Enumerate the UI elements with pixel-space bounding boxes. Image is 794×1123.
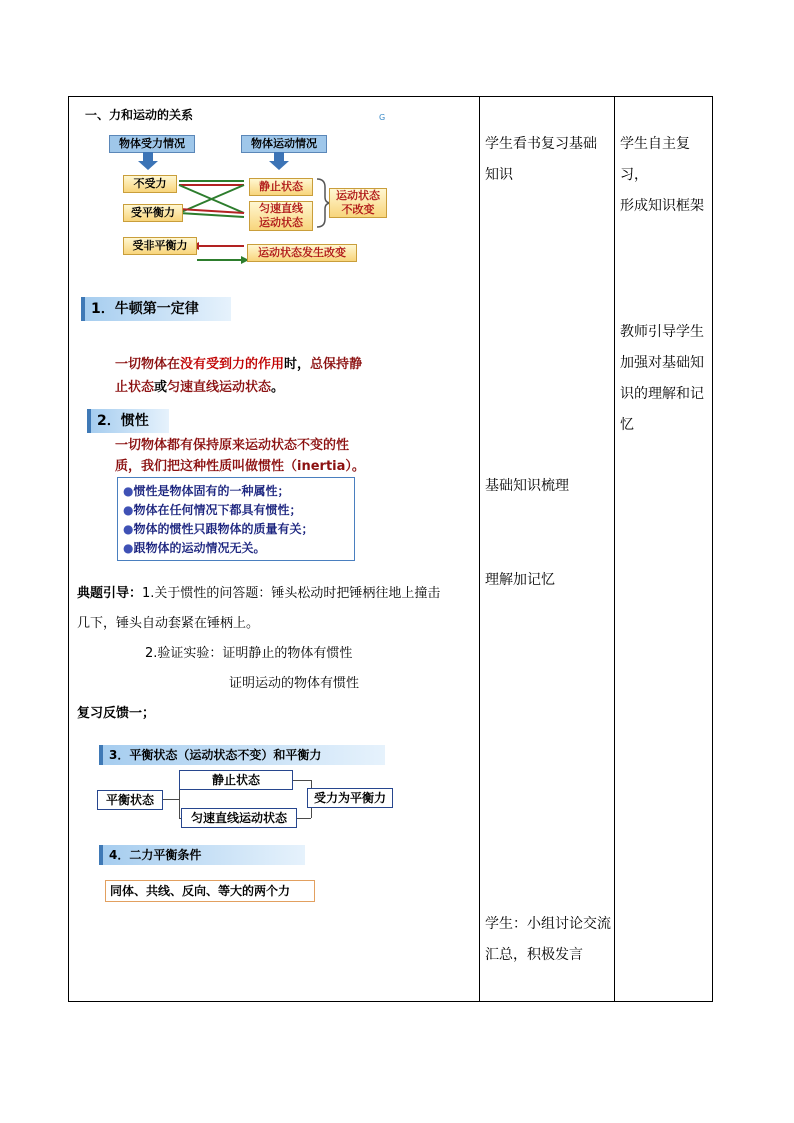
example-1-text-cont: 几下，锤头自动套紧在锤柄上。	[77, 616, 260, 631]
balanced-force-box: 受平衡力	[123, 204, 183, 222]
bullet-text: 跟物体的运动情况无关。	[133, 541, 266, 555]
content-cell	[69, 97, 480, 1002]
newton-law-text	[115, 353, 362, 399]
condition-box: 同体、共线、反向、等大的两个力	[105, 880, 315, 902]
unchanged-box	[329, 188, 387, 218]
uniform-state-box	[249, 201, 313, 231]
bullet-dot-icon: ●	[123, 541, 134, 555]
inertia-def-line: 质，我们把这种性质叫做惯性（inertia）。	[115, 459, 365, 474]
balance-heading: 3．平衡状态（运动状态不变）和平衡力	[99, 745, 385, 765]
rest-state-box: 静止状态	[249, 178, 313, 196]
inertia-bullet	[123, 501, 354, 520]
example-1-text: 1.关于惯性的问答题：锤头松动时把锤柄往地上撞击	[142, 586, 441, 601]
connector	[291, 780, 311, 781]
newton-text-part: 。	[271, 380, 285, 395]
down-arrow-icon	[138, 152, 158, 170]
col3-text-2	[620, 317, 704, 441]
bullet-text: 物体在任何情况下都具有惯性；	[133, 503, 302, 517]
motion-situation-label: 物体运动情况	[241, 135, 327, 153]
section-title: 一、力和运动的关系	[85, 108, 194, 122]
no-force-box: 不受力	[123, 175, 177, 193]
inertia-bullet	[123, 520, 354, 539]
state-changes-box: 运动状态发生改变	[247, 244, 357, 262]
col2-line: 知识	[485, 167, 513, 183]
intent-cell	[615, 97, 713, 1002]
bullet-text: 惯性是物体固有的一种属性；	[133, 484, 290, 498]
col2-text-1	[485, 129, 597, 191]
examples-label: 典题引导：	[77, 586, 143, 601]
newton-text-highlight: 没有受到力的作用	[180, 357, 285, 372]
unbalanced-force-box: 受非平衡力	[123, 237, 197, 255]
balance-state-box: 平衡状态	[97, 790, 163, 810]
bullet-dot-icon: ●	[123, 503, 134, 517]
bullet-text: 物体的惯性只跟物体的质量有关；	[133, 522, 314, 536]
newton-text-part: 止状态	[115, 380, 155, 395]
lesson-table	[68, 96, 713, 1002]
force-situation-label: 物体受力情况	[109, 135, 195, 153]
newton-text-part: 匀速直线运动状态	[167, 380, 272, 395]
col3-line: 忆	[620, 417, 634, 433]
newton-text-part: 时，	[284, 357, 311, 372]
col2-line: 学生：小组讨论交流	[485, 916, 611, 932]
newton-text-part: 或	[154, 380, 168, 395]
bullet-dot-icon: ●	[123, 522, 134, 536]
condition-heading: 4．二力平衡条件	[99, 845, 305, 865]
bullet-dot-icon: ●	[123, 484, 134, 498]
col2-line: 汇总，积极发言	[485, 947, 583, 963]
inertia-heading: 2．惯性	[87, 409, 169, 433]
newton-text-part: 总保持	[310, 357, 350, 372]
col2-line: 学生看书复习基础	[485, 136, 597, 152]
inertia-bullet	[123, 482, 354, 501]
col2-text-3: 理解加记忆	[485, 572, 555, 588]
small-mark: G	[379, 113, 386, 122]
uniform-line-1: 匀速直线	[259, 202, 303, 215]
col3-line: 教师引导学生	[620, 324, 704, 340]
result-box: 受力为平衡力	[307, 788, 393, 808]
rest-box: 静止状态	[179, 770, 293, 790]
connector	[295, 818, 311, 819]
col3-line: 形成知识框架	[620, 198, 704, 214]
newton-text-part: 静	[349, 357, 363, 372]
example-2-text: 2.验证实验：证明静止的物体有惯性	[145, 646, 353, 661]
inertia-def-line: 一切物体都有保持原来运动状态不变的性	[115, 438, 350, 453]
unchanged-line-2: 不改变	[341, 203, 375, 216]
activity-cell	[480, 97, 615, 1002]
examples-block	[77, 579, 477, 729]
example-2-text-cont: 证明运动的物体有惯性	[229, 676, 360, 691]
uniform-box: 匀速直线运动状态	[181, 808, 297, 828]
col2-text-4	[485, 909, 611, 971]
down-arrow-icon	[269, 152, 289, 170]
newton-heading: 1．牛顿第一定律	[81, 297, 231, 321]
col3-text-1	[620, 129, 712, 222]
unchanged-line-1: 运动状态	[336, 189, 380, 202]
newton-text-part: 一切物体在	[115, 357, 181, 372]
col3-line: 加强对基础知	[620, 355, 704, 371]
inertia-definition	[115, 435, 365, 477]
inertia-bullet	[123, 539, 354, 558]
connector	[163, 799, 179, 800]
review-label: 复习反馈一；	[77, 706, 156, 721]
uniform-line-2: 运动状态	[259, 216, 303, 229]
col2-text-2: 基础知识梳理	[485, 478, 569, 494]
col3-line: 学生自主复习，	[620, 136, 690, 183]
inertia-bullet-box	[117, 477, 355, 561]
col3-line: 识的理解和记	[620, 386, 704, 402]
